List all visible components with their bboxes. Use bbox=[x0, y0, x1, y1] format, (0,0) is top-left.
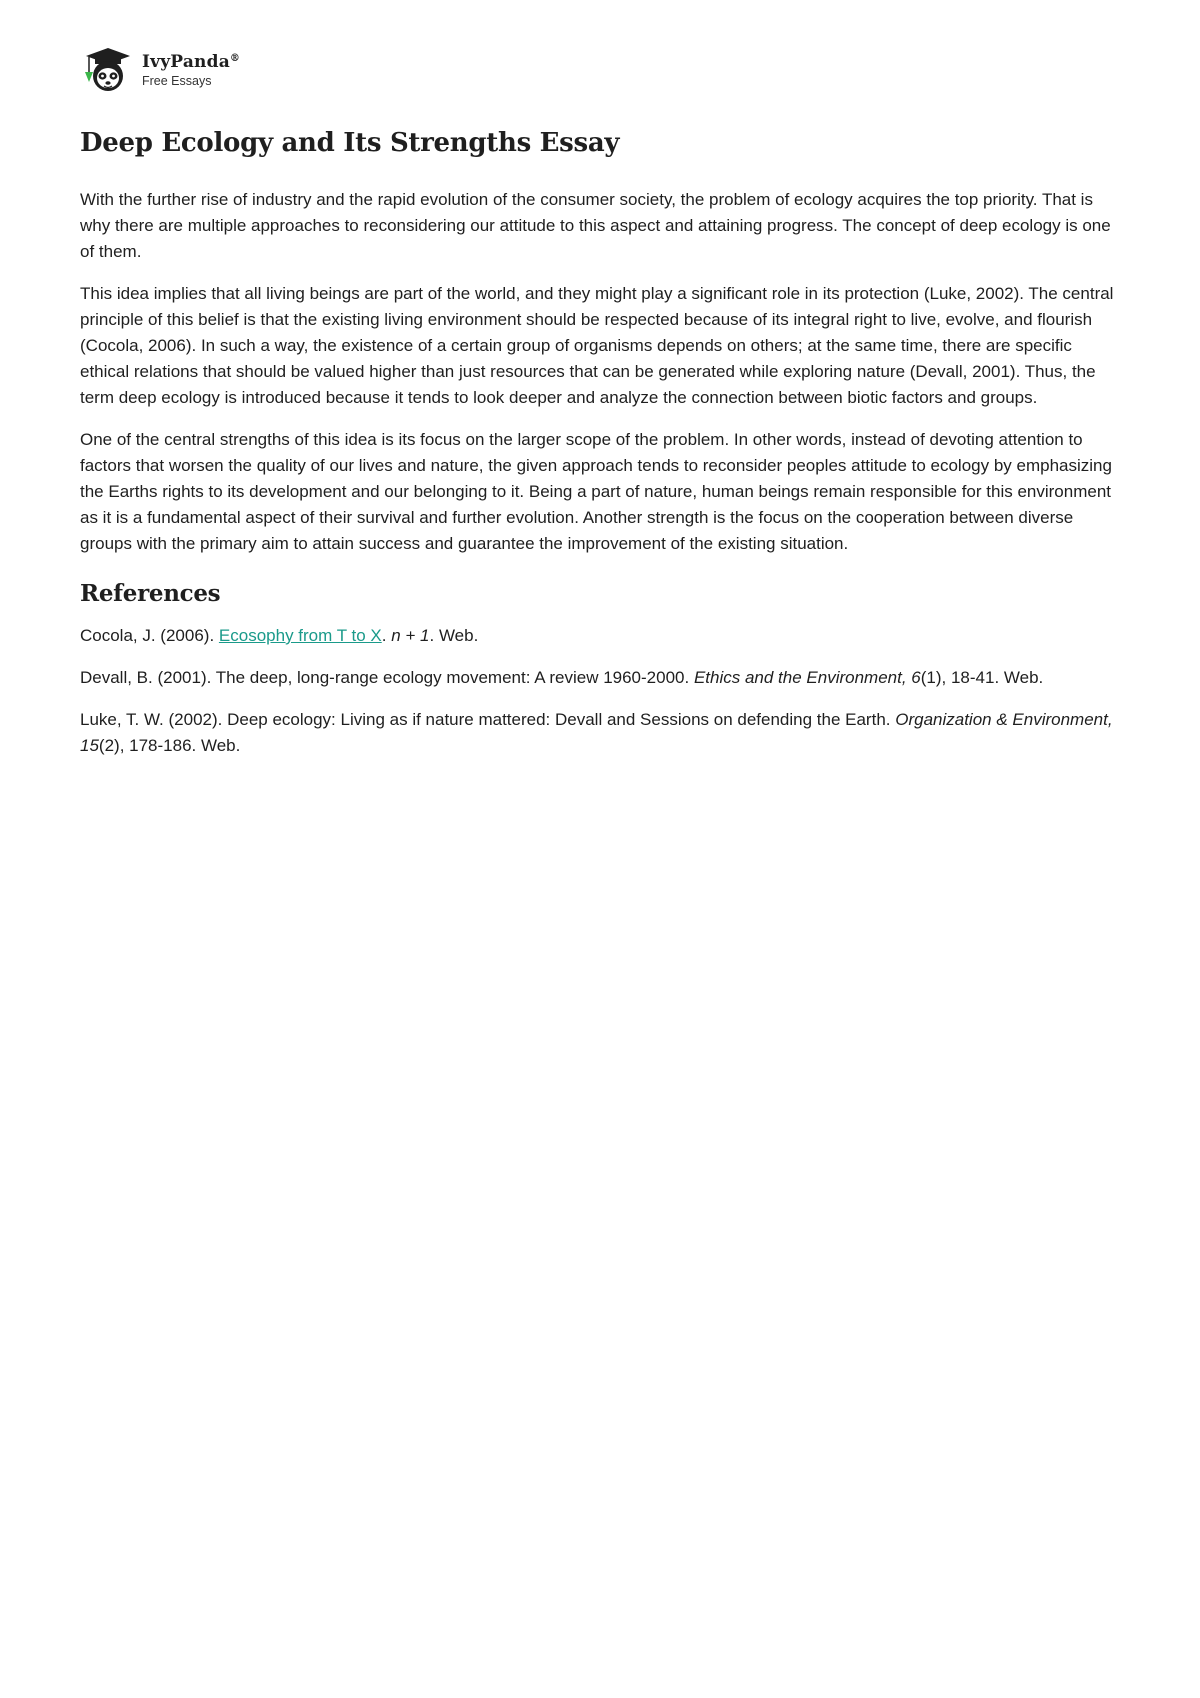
reference-link[interactable]: Ecosophy from T to X bbox=[218, 626, 382, 645]
brand-tagline: Free Essays bbox=[142, 73, 212, 88]
paragraph: With the further rise of industry and the rapid evolution of the consumer society, the problem of ecology acquires the top priority. That is why there are multiple approaches to reconsidering our attitude to this aspect and attaining progress. The concept of deep ecology is one of them. bbox=[80, 190, 1111, 261]
paragraph: This idea implies that all living beings are part of the world, and they might play a significant role in its protection (Luke, 2002). The central principle of this belief is that the existing living environment should be respected because of its integral right to live, evolve, and flourish (Cocola, 2006). In such a way, the existence of a certain group of organisms depends on others; at the same time, there are specific ethical relations that should be valued higher than just resources that can be generated while exploring nature (Devall, 2001). Thus, the term deep ecology is introduced because it tends to look deeper and analyze the connection between biotic factors and groups. bbox=[80, 284, 1114, 407]
reference-item: Devall, B. (2001). The deep, long-range ecology movement: A review 1960-2000. Ethics and the Environment, 6(1), 18-41. Web. bbox=[80, 668, 1044, 687]
reference-item: Cocola, J. (2006). Ecosophy from T to X. n + 1. Web. bbox=[80, 626, 479, 645]
page-title: Deep Ecology and Its Strengths Essay bbox=[80, 128, 620, 158]
site-header bbox=[80, 46, 240, 94]
essay-body bbox=[80, 187, 1125, 775]
registered-mark: ® bbox=[229, 52, 241, 64]
brand-name: IvyPanda® bbox=[142, 51, 241, 72]
reference-item: Luke, T. W. (2002). Deep ecology: Living as if nature mattered: Devall and Sessions on defending the Earth. Organization & Environment, 15(2), 178-186. Web. bbox=[80, 710, 1113, 755]
logo-text[interactable] bbox=[142, 52, 240, 89]
references-heading: References bbox=[80, 580, 221, 607]
panda-graduate-icon[interactable] bbox=[80, 46, 134, 94]
paragraph: One of the central strengths of this idea is its focus on the larger scope of the problem. In other words, instead of devoting attention to factors that worsen the quality of our lives and nature, the given approach tends to reconsider peoples attitude to ecology by emphasizing the Earths rights to its development and our belonging to it. Being a part of nature, human beings remain responsible for this environment as it is a fundamental aspect of their survival and further evolution. Another strength is the focus on the cooperation between diverse groups with the primary aim to attain success and guarantee the improvement of the existing situation. bbox=[80, 430, 1112, 553]
